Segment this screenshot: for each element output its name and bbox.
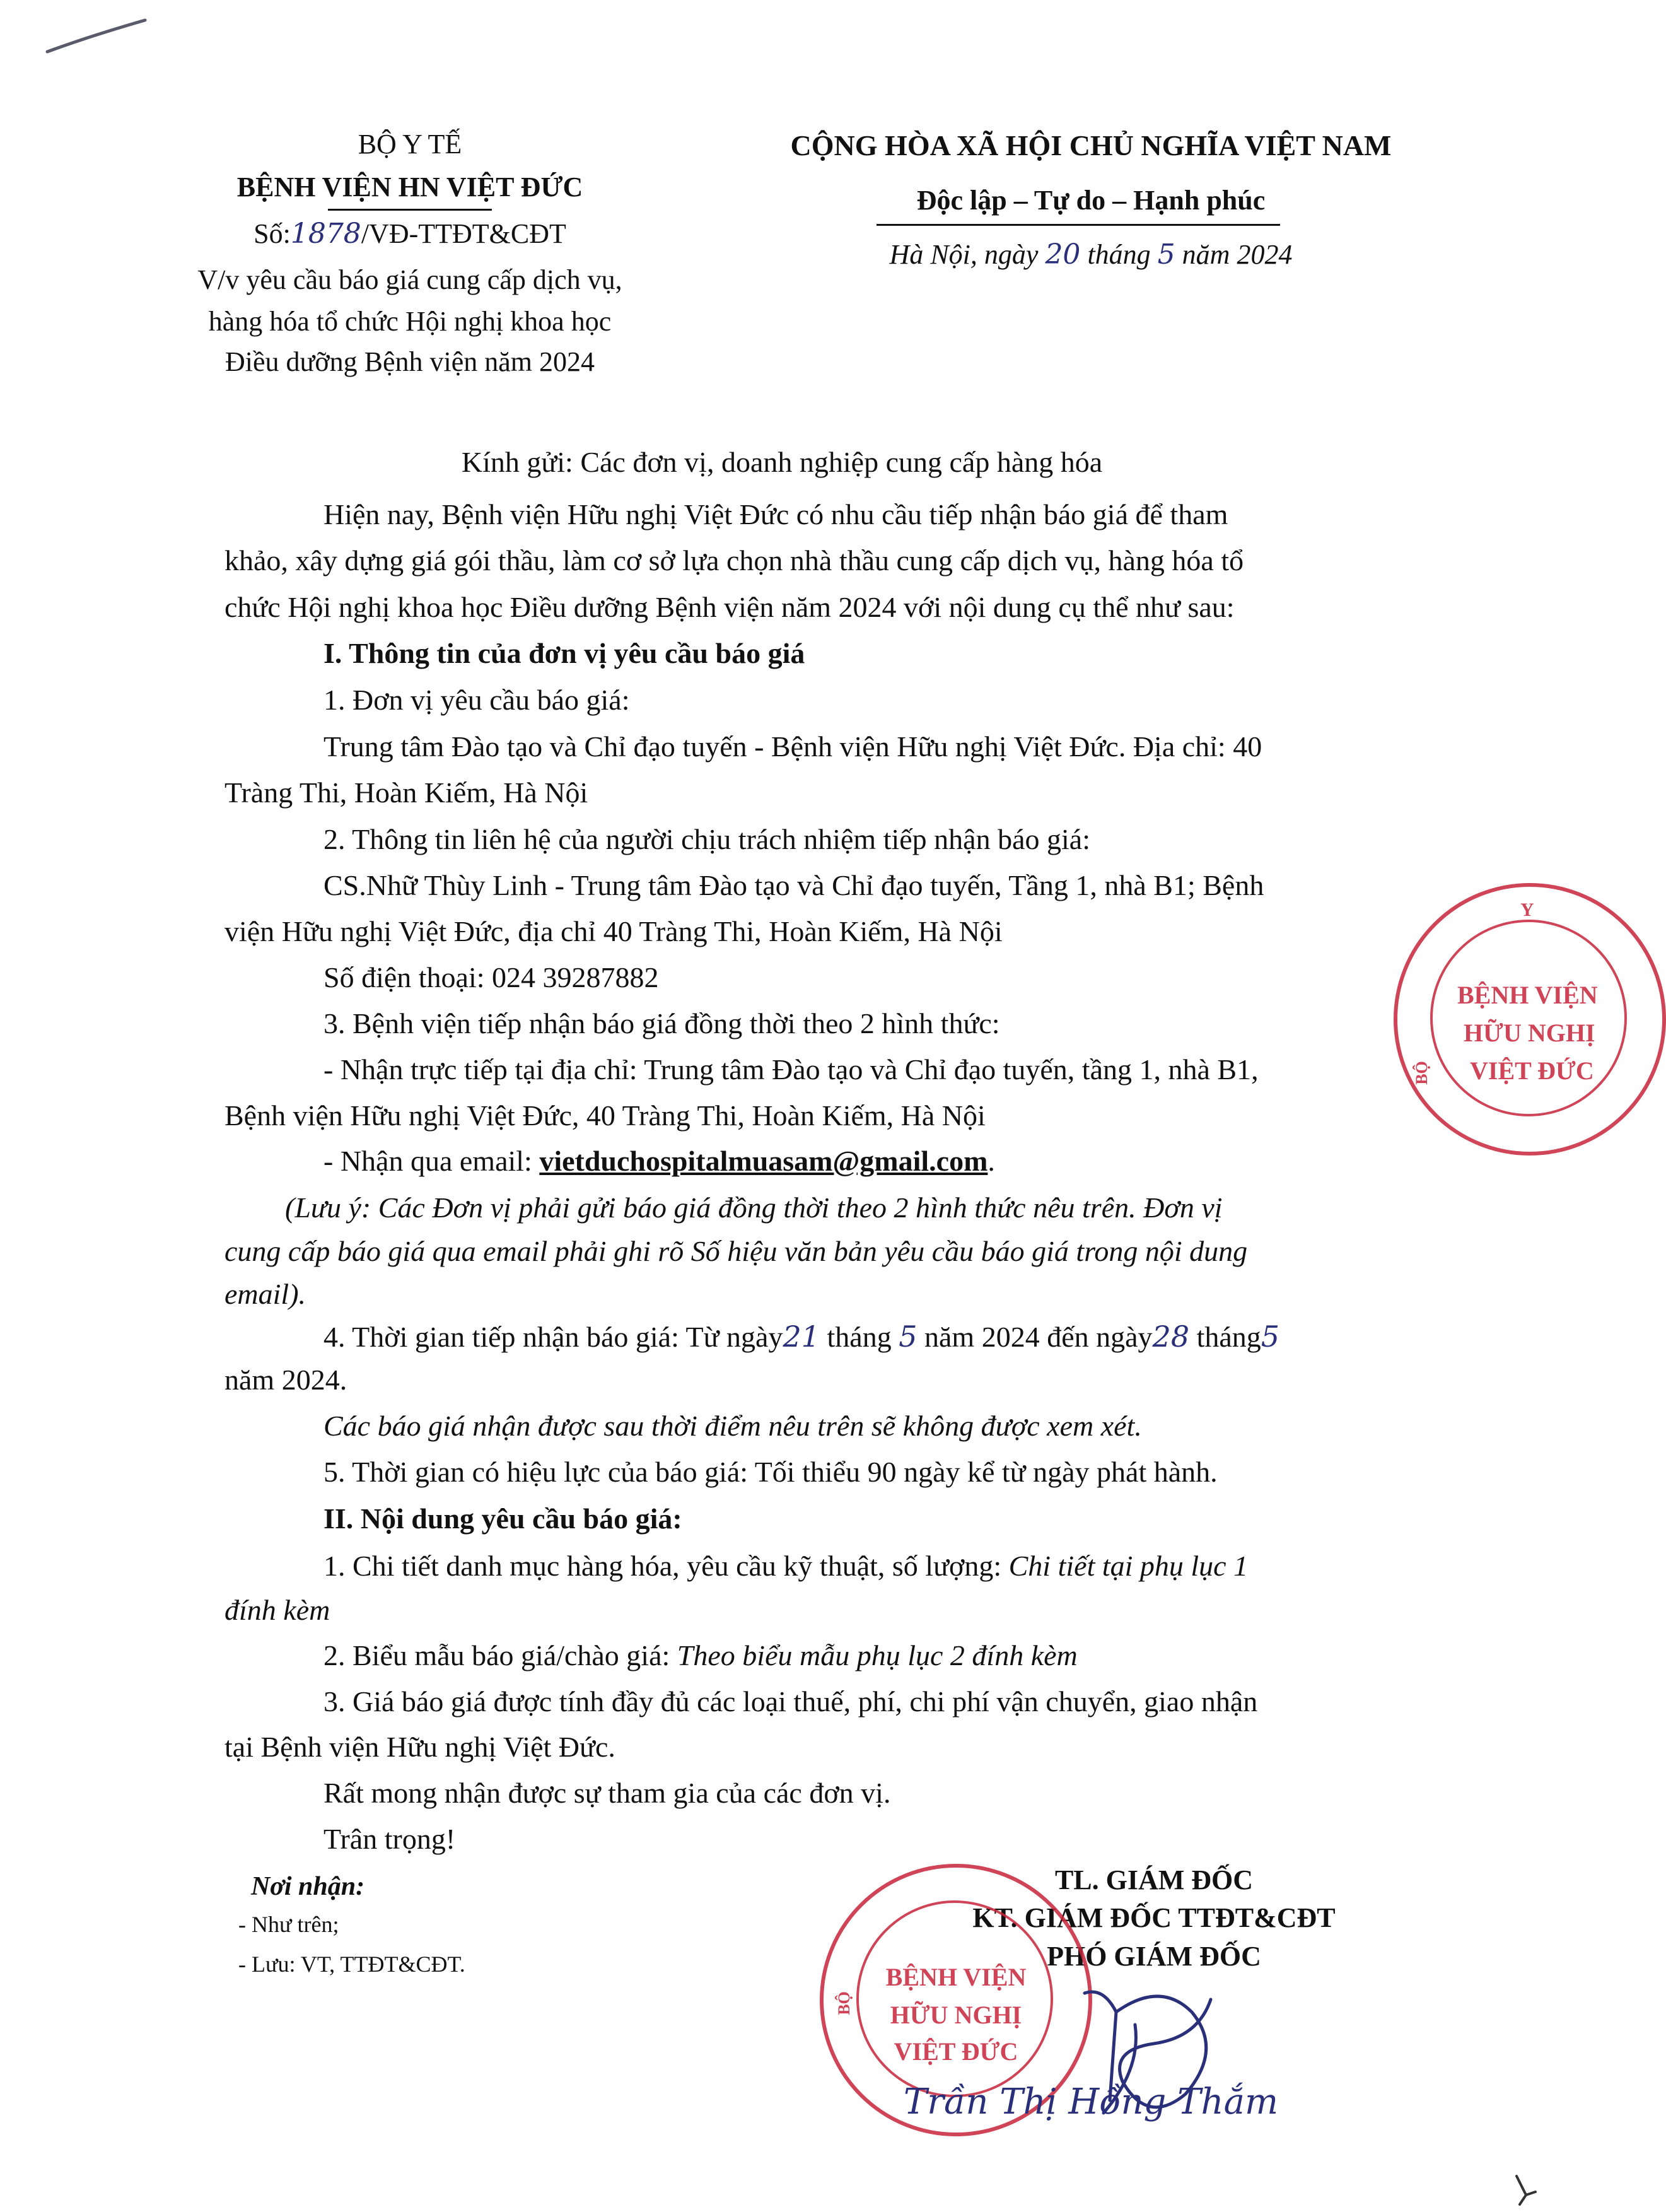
item4-from-day: 21 <box>783 1320 820 1354</box>
subject-line-1: V/v yêu cầu báo giá cung cấp dịch vụ, <box>197 264 622 295</box>
section1-note-3: email). <box>224 1278 306 1310</box>
number-handwritten: 1878 <box>290 218 361 250</box>
section1-item4 <box>323 1320 1279 1354</box>
closing-line-1: Rất mong nhận được sự tham gia của các đơn vị. <box>323 1777 891 1809</box>
signature-title-1: TL. GIÁM ĐỐC <box>1054 1864 1254 1895</box>
partial-stamp-top: Y <box>1520 899 1534 920</box>
motto-underline <box>877 224 1280 226</box>
section2-item2-a: 2. Biểu mẫu báo giá/chào giá: <box>323 1639 677 1671</box>
section1-item2-label: 2. Thông tin liên hệ của người chịu trách nhiệm tiếp nhận báo giá: <box>323 823 1090 855</box>
date-place: Hà Nội, ngày <box>889 239 1039 270</box>
stamp-inner-ring <box>856 1900 1053 2097</box>
date-month-label: tháng <box>1087 239 1151 270</box>
item4-c: năm 2024 đến ngày <box>924 1321 1153 1353</box>
section1-item2-text-2: viện Hữu nghị Việt Đức, địa chỉ 40 Tràng Thi, Hoàn Kiếm, Hà Nội <box>224 915 1003 947</box>
item4-to-day: 28 <box>1152 1320 1190 1354</box>
partial-stamp-text-2: HỮU NGHỊ <box>1464 1019 1595 1047</box>
section2-item2-b: Theo biểu mẫu phụ lục 2 đính kèm <box>677 1639 1078 1671</box>
number-prefix: Số: <box>253 218 291 249</box>
date-line <box>713 238 1469 272</box>
stamp-text-1: BỆNH VIỆN <box>885 1963 1027 1991</box>
section1-phone: Số điện thoại: 024 39287882 <box>323 961 659 993</box>
section1-item2-text-1: CS.Nhữ Thùy Linh - Trung tâm Đào tạo và Chỉ đạo tuyến, Tầng 1, nhà B1; Bệnh <box>323 869 1264 901</box>
section2-item1-a: 1. Chi tiết danh mục hàng hóa, yêu cầu kỹ thuật, số lượng: <box>323 1550 1009 1582</box>
section1-email-line <box>323 1144 995 1178</box>
section1-direct-1: - Nhận trực tiếp tại địa chỉ: Trung tâm Đào tạo và Chỉ đạo tuyến, tầng 1, nhà B1, <box>323 1053 1259 1086</box>
ministry-name: BỘ Y TẾ <box>358 129 462 160</box>
date-year: năm 2024 <box>1182 239 1293 270</box>
number-suffix: /VĐ-TTĐT&CĐT <box>361 218 566 249</box>
section2-item1-c: đính kèm <box>224 1594 330 1626</box>
country-name: CỘNG HÒA XÃ HỘI CHỦ NGHĨA VIỆT NAM <box>790 129 1392 161</box>
section1-item4-year: năm 2024. <box>224 1364 347 1396</box>
subject-line-3: Điều dưỡng Bệnh viện năm 2024 <box>224 346 595 377</box>
signer-name: Trần Thị Hồng Thắm <box>903 2081 1279 2122</box>
section1-item1-text-1: Trung tâm Đào tạo và Chỉ đạo tuyến - Bệnh viện Hữu nghị Việt Đức. Địa chỉ: 40 <box>323 730 1262 763</box>
motto: Độc lập – Tự do – Hạnh phúc <box>916 185 1266 216</box>
hospital-underline <box>328 209 492 211</box>
pen-mark <box>44 13 151 57</box>
section1-item4-note: Các báo giá nhận được sau thời điểm nêu trên sẽ không được xem xét. <box>323 1410 1142 1442</box>
recipient-item: - Lưu: VT, TTĐT&CĐT. <box>238 1952 465 1977</box>
section1-item5: 5. Thời gian có hiệu lực của báo giá: Tối thiểu 90 ngày kể từ ngày phát hành. <box>323 1456 1218 1488</box>
item4-b: tháng <box>827 1321 892 1353</box>
date-month: 5 <box>1157 238 1175 271</box>
section1-note-1: (Lưu ý: Các Đơn vị phải gửi báo giá đồng thời theo 2 hình thức nêu trên. Đơn vị <box>285 1191 1223 1224</box>
stamp-side-text: BỘ <box>834 1991 853 2015</box>
partial-stamp-side: BỘ <box>1412 1061 1431 1085</box>
section1-note-2: cung cấp báo giá qua email phải ghi rõ Số hiệu văn bản yêu cầu báo giá trong nội dung <box>224 1235 1248 1267</box>
section1-heading: I. Thông tin của đơn vị yêu cầu báo giá <box>323 637 805 669</box>
recipients-title: Nơi nhận: <box>251 1872 365 1901</box>
item4-d: tháng <box>1196 1321 1261 1353</box>
section1-item3-label: 3. Bệnh viện tiếp nhận báo giá đồng thời theo 2 hình thức: <box>323 1007 1000 1039</box>
recipient-item: - Như trên; <box>238 1912 339 1937</box>
intro-line-1: Hiện nay, Bệnh viện Hữu nghị Việt Đức có nhu cầu tiếp nhận báo giá để tham <box>323 498 1228 530</box>
corner-mark <box>1510 2170 1542 2208</box>
partial-stamp <box>1394 883 1666 1156</box>
section1-direct-2: Bệnh viện Hữu nghị Việt Đức, 40 Tràng Thi, Hoàn Kiếm, Hà Nội <box>224 1099 986 1132</box>
document-number <box>189 218 631 251</box>
stamp-text-3: VIỆT ĐỨC <box>894 2037 1018 2066</box>
partial-stamp-text-1: BỆNH VIỆN <box>1457 981 1598 1009</box>
date-day: 20 <box>1045 238 1081 271</box>
section2-heading: II. Nội dung yêu cầu báo giá: <box>323 1502 682 1535</box>
item4-a: 4. Thời gian tiếp nhận báo giá: Từ ngày <box>323 1321 783 1353</box>
signature-title-3: PHÓ GIÁM ĐỐC <box>1047 1941 1261 1972</box>
section2-item2 <box>323 1638 1078 1673</box>
intro-line-2: khảo, xây dựng giá gói thầu, làm cơ sở lựa chọn nhà thầu cung cấp dịch vụ, hàng hóa tổ <box>224 544 1244 576</box>
salutation: Kính gửi: Các đơn vị, doanh nghiệp cung cấp hàng hóa <box>461 446 1103 478</box>
email-end: . <box>987 1145 995 1177</box>
section2-item3-2: tại Bệnh viện Hữu nghị Việt Đức. <box>224 1731 615 1763</box>
signature-title-2: KT. GIÁM ĐỐC TTĐT&CĐT <box>972 1902 1336 1933</box>
intro-line-3: chức Hội nghị khoa học Điều dưỡng Bệnh viện năm 2024 với nội dung cụ thể như sau: <box>224 591 1235 623</box>
hospital-name: BỆNH VIỆN HN VIỆT ĐỨC <box>236 172 583 202</box>
item4-from-month: 5 <box>899 1320 917 1354</box>
partial-stamp-text-3: VIỆT ĐỨC <box>1470 1056 1594 1085</box>
subject-line-2: hàng hóa tổ chức Hội nghị khoa học <box>208 306 612 337</box>
section1-item1-text-2: Tràng Thi, Hoàn Kiếm, Hà Nội <box>224 776 588 809</box>
item4-to-month: 5 <box>1261 1320 1280 1354</box>
email-link[interactable]: vietduchospitalmuasam@gmail.com <box>539 1145 988 1177</box>
section2-item1-b: Chi tiết tại phụ lục 1 <box>1008 1550 1249 1582</box>
stamp-text-2: HỮU NGHỊ <box>890 2001 1022 2029</box>
email-label: - Nhận qua email: <box>323 1145 540 1177</box>
closing-line-2: Trân trọng! <box>323 1823 456 1855</box>
section1-item1-label: 1. Đơn vị yêu cầu báo giá: <box>323 684 630 716</box>
section2-item1 <box>323 1548 1248 1583</box>
section2-item3-1: 3. Giá báo giá được tính đầy đủ các loại thuế, phí, chi phí vận chuyển, giao nhận <box>323 1685 1258 1718</box>
